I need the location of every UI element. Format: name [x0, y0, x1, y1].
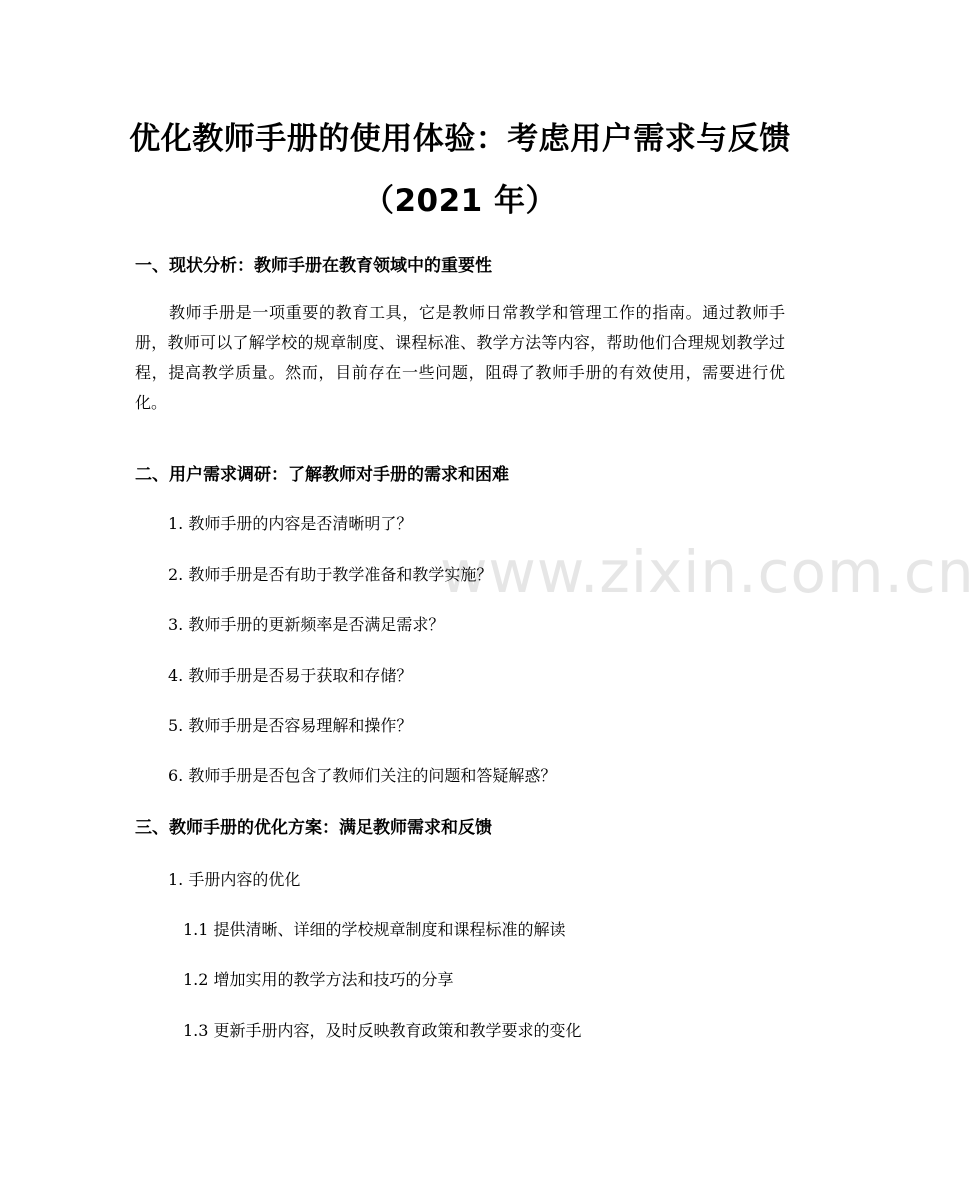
list-item: 5. 教师手册是否容易理解和操作？	[168, 716, 413, 735]
section-heading-2: 二、用户需求调研：了解教师对手册的需求和困难	[135, 465, 509, 485]
watermark: www.zixin.com.cn	[440, 538, 975, 606]
section-1-paragraph: 教师手册是一项重要的教育工具，它是教师日常教学和管理工作的指南。通过教师手册，教师可以了解学校的规章制度、课程标准、教学方法等内容，帮助他们合理规划教学过程，提高教学质量。然而，目前存在一些问题，阻碍了教师手册的有效使用，需要进行优化。	[135, 303, 785, 412]
list-item: 6. 教师手册是否包含了教师们关注的问题和答疑解惑？	[168, 766, 557, 785]
list-item: 1. 手册内容的优化	[168, 870, 301, 889]
list-item: 2. 教师手册是否有助于教学准备和教学实施？	[168, 565, 493, 584]
section-heading-3: 三、教师手册的优化方案：满足教师需求和反馈	[135, 818, 492, 838]
list-item: 4. 教师手册是否易于获取和存储？	[168, 666, 413, 685]
sub-list-item: 1.1 提供清晰、详细的学校规章制度和课程标准的解读	[183, 920, 566, 939]
sub-list-item: 1.3 更新手册内容，及时反映教育政策和教学要求的变化	[183, 1021, 582, 1040]
section-heading-1: 一、现状分析：教师手册在教育领域中的重要性	[135, 256, 492, 276]
document-title: 优化教师手册的使用体验：考虑用户需求与反馈（2021 年）	[129, 121, 791, 219]
list-item: 1. 教师手册的内容是否清晰明了？	[168, 514, 413, 533]
list-item: 3. 教师手册的更新频率是否满足需求？	[168, 615, 445, 634]
sub-list-item: 1.2 增加实用的教学方法和技巧的分享	[183, 970, 454, 989]
